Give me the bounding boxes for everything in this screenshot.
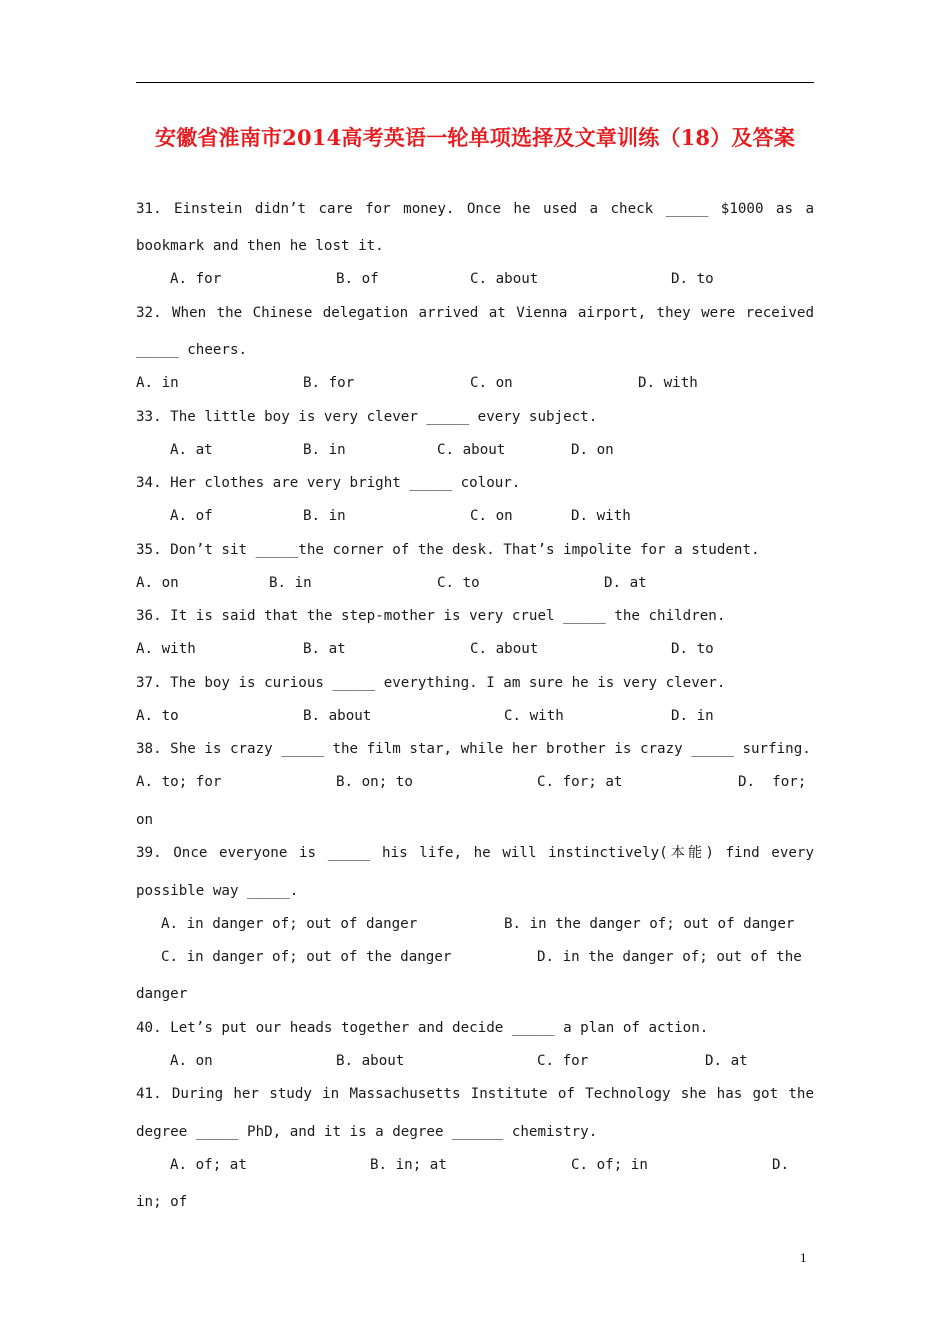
question-line: 39. Once everyone is _____ his life, he will instinctively(本能) find every bbox=[136, 845, 814, 861]
question-line: 34. Her clothes are very bright _____ colour. bbox=[136, 475, 521, 491]
answer-option: A. to; for bbox=[136, 774, 222, 790]
question-line: 36. It is said that the step-mother is very cruel _____ the children. bbox=[136, 608, 726, 624]
question-line: 31. Einstein didn’t care for money. Once he used a check _____ $1000 as a bbox=[136, 201, 814, 217]
question-line: 32. When the Chinese delegation arrived at Vienna airport, they were received bbox=[136, 305, 814, 321]
answer-option: A. in bbox=[136, 375, 179, 391]
answer-option: B. of bbox=[336, 271, 379, 287]
answer-option: D. with bbox=[571, 508, 631, 524]
answer-option: C. for bbox=[537, 1053, 589, 1069]
answer-option: D. bbox=[772, 1157, 790, 1173]
answer-option: A. on bbox=[136, 575, 179, 591]
question-line: 33. The little boy is very clever _____ every subject. bbox=[136, 409, 598, 425]
answer-option: D. to bbox=[671, 271, 714, 287]
answer-option: D. for; bbox=[738, 774, 807, 790]
answer-option: C. about bbox=[437, 442, 506, 458]
answer-option: C. for; at bbox=[537, 774, 623, 790]
answer-option: B. in the danger of; out of danger bbox=[504, 916, 795, 932]
answer-option: B. about bbox=[303, 708, 372, 724]
answer-option: B. in bbox=[303, 508, 346, 524]
answer-option: D. with bbox=[638, 375, 698, 391]
answer-option: B. in bbox=[269, 575, 312, 591]
question-line: 41. During her study in Massachusetts Institute of Technology she has got the bbox=[136, 1086, 814, 1102]
answer-option: D. to bbox=[671, 641, 714, 657]
answer-option: A. on bbox=[170, 1053, 213, 1069]
question-line: _____ cheers. bbox=[136, 342, 248, 358]
answer-option: A. with bbox=[136, 641, 196, 657]
answer-option: B. at bbox=[303, 641, 346, 657]
answer-option: B. in; at bbox=[370, 1157, 447, 1173]
question-line: 35. Don’t sit _____the corner of the desk. That’s impolite for a student. bbox=[136, 542, 760, 558]
answer-option: B. for bbox=[303, 375, 355, 391]
answer-option: A. at bbox=[170, 442, 213, 458]
answer-option: B. in bbox=[303, 442, 346, 458]
answer-option: B. about bbox=[336, 1053, 405, 1069]
question-line: 40. Let’s put our heads together and decide _____ a plan of action. bbox=[136, 1020, 709, 1036]
question-line: in; of bbox=[136, 1194, 188, 1210]
answer-option: A. for bbox=[170, 271, 222, 287]
question-line: bookmark and then he lost it. bbox=[136, 238, 384, 254]
page-title: 安徽省淮南市2014高考英语一轮单项选择及文章训练（18）及答案 bbox=[154, 125, 796, 150]
question-line: danger bbox=[136, 986, 188, 1002]
answer-option: D. at bbox=[604, 575, 647, 591]
question-line: 37. The boy is curious _____ everything. I am sure he is very clever. bbox=[136, 675, 726, 691]
answer-option: C. in danger of; out of the danger bbox=[161, 949, 452, 965]
answer-option: C. on bbox=[470, 508, 513, 524]
question-line: degree _____ PhD, and it is a degree ______ chemistry. bbox=[136, 1124, 598, 1140]
answer-option: D. in bbox=[671, 708, 714, 724]
answer-option: D. in the danger of; out of the bbox=[537, 949, 802, 965]
answer-option: A. to bbox=[136, 708, 179, 724]
answer-option: C. with bbox=[504, 708, 564, 724]
answer-option: C. on bbox=[470, 375, 513, 391]
answer-option: C. of; in bbox=[571, 1157, 648, 1173]
answer-option: C. about bbox=[470, 641, 539, 657]
answer-option: C. to bbox=[437, 575, 480, 591]
answer-option: A. of bbox=[170, 508, 213, 524]
question-line: on bbox=[136, 812, 154, 828]
answer-option: D. at bbox=[705, 1053, 748, 1069]
answer-option: A. of; at bbox=[170, 1157, 247, 1173]
header-rule bbox=[136, 82, 814, 83]
page-number: 1 bbox=[800, 1250, 807, 1265]
answer-option: B. on; to bbox=[336, 774, 413, 790]
question-line: 38. She is crazy _____ the film star, while her brother is crazy _____ surfing. bbox=[136, 741, 811, 757]
answer-option: A. in danger of; out of danger bbox=[161, 916, 418, 932]
question-line: possible way _____. bbox=[136, 883, 299, 899]
answer-option: C. about bbox=[470, 271, 539, 287]
answer-option: D. on bbox=[571, 442, 614, 458]
